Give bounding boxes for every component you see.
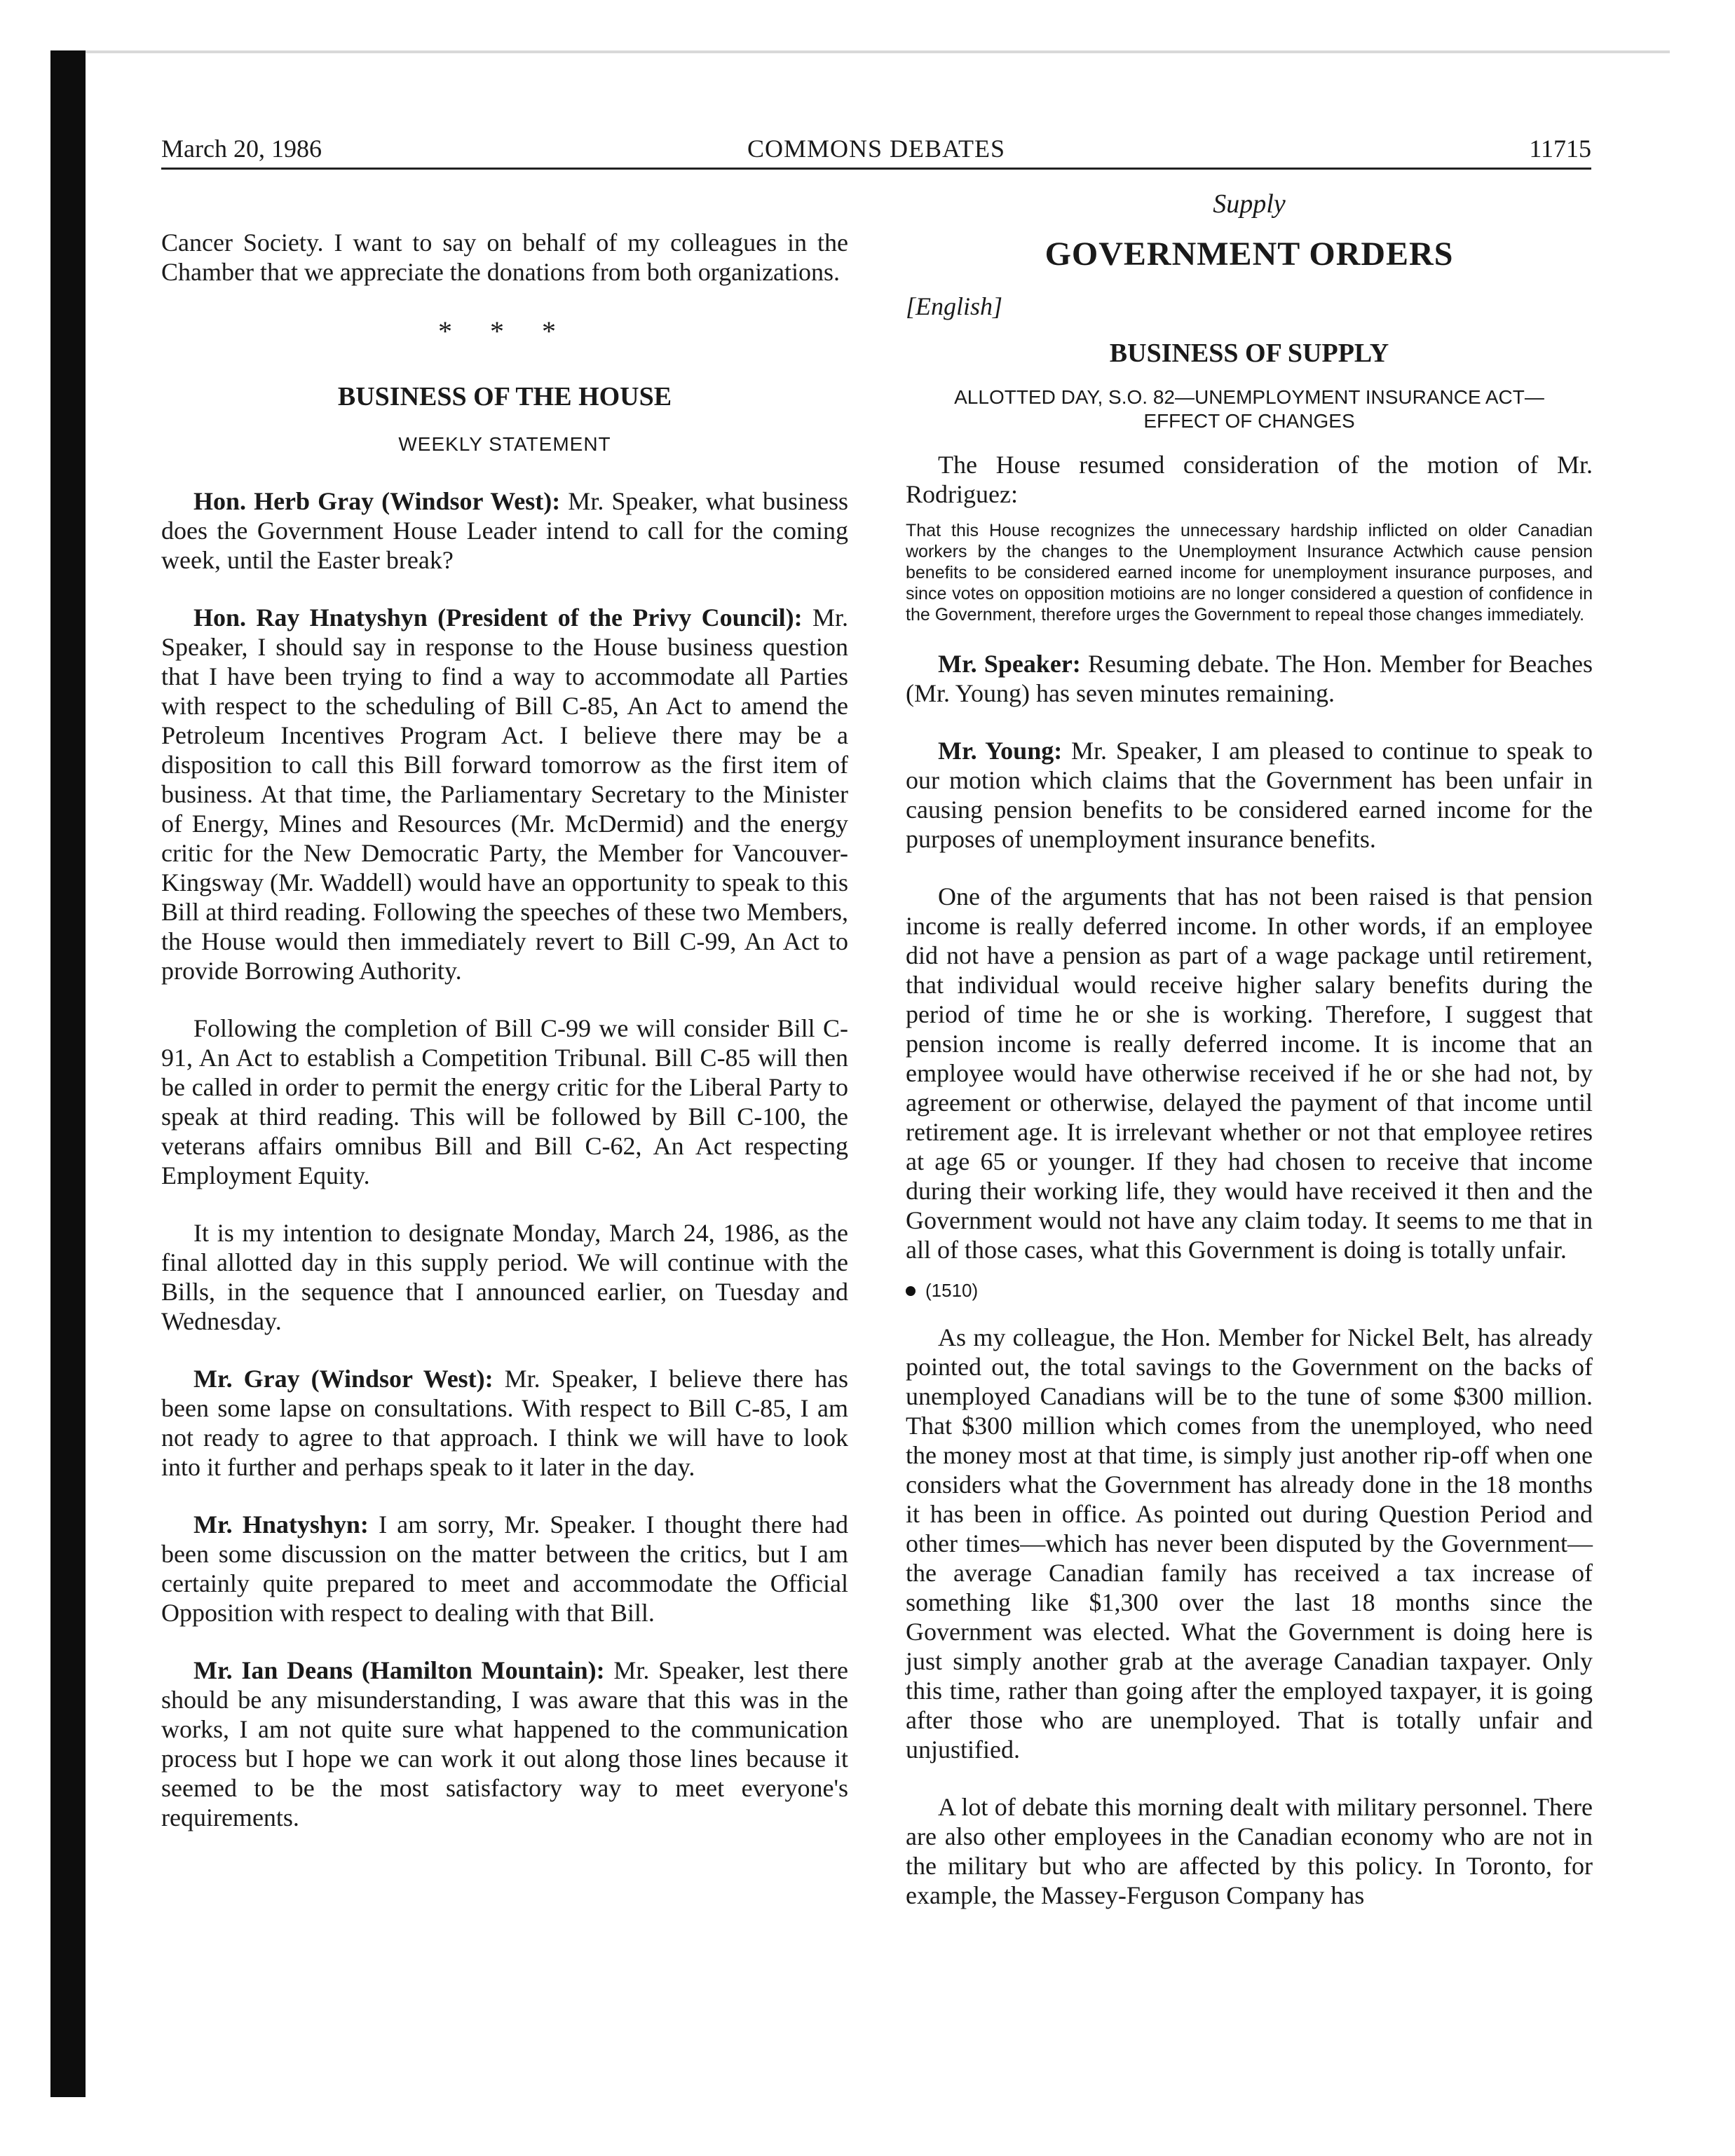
supply-label: Supply <box>1213 189 1286 219</box>
debate-paragraph <box>906 649 1593 708</box>
debate-paragraph <box>161 1014 848 1190</box>
page-number: 11715 <box>1529 135 1591 163</box>
speech-text: Following the completion of Bill C-99 we will consider Bill C-91, An Act to establish a Competition Tribunal. Bill C-85 will then be called in order to permit the energy critic for the Liberal Party to speak at third reading. This will be followed by Bill C-100, the veterans affairs omnibus Bill and Bill C-62, An Act respecting Employment Equity. <box>161 1014 848 1189</box>
allotted-line-1: ALLOTTED DAY, S.O. 82—UNEMPLOYMENT INSURANCE ACT— <box>954 386 1544 408</box>
speech-text: Mr. Speaker, I should say in response to the House business question that I have been trying to find a way to accommodate all Parties with respect to the scheduling of Bill C-85, An Act to amend the Petroleum Incentives Program Act. I believe there may be a disposition to call this Bill forward tomorrow as the first item of business. At that time, the Parliamentary Secretary to the Minister of Energy, Mines and Resources (Mr. McDermid) and the energy critic for the New Democratic Party, the Member for Vancouver-Kingsway (Mr. Waddell) would have an opportunity to speak to this Bill at third reading. Following the speeches of these two Members, the House would then immediately revert to Bill C-99, An Act to provide Borrowing Authority. <box>161 603 848 985</box>
left-column <box>161 228 848 1860</box>
speaker-name: Hon. Ray Hnatyshyn (President of the Privy Council): <box>193 603 803 632</box>
debate-paragraph <box>906 1792 1593 1910</box>
speaker-name: Hon. Herb Gray (Windsor West): <box>193 487 561 515</box>
debate-paragraph <box>906 736 1593 854</box>
speech-text: Mr. Speaker, I believe there has been some lapse on consultations. With respect to Bill C-85, I am not ready to agree to that approach. I think we will have to look into it further and perhaps speak to it later in the day. <box>161 1365 848 1481</box>
speaker-name: Mr. Ian Deans (Hamilton Mountain): <box>193 1656 605 1684</box>
speaker-name: Mr. Gray (Windsor West): <box>193 1365 494 1393</box>
header-date: March 20, 1986 <box>161 135 322 163</box>
time-marker <box>906 1280 1593 1302</box>
section-title: BUSINESS OF THE HOUSE <box>337 382 672 411</box>
debate-paragraph <box>161 1218 848 1336</box>
debate-paragraph <box>906 1323 1593 1764</box>
bullet-icon <box>906 1286 916 1296</box>
debate-paragraph <box>161 486 848 575</box>
resumed-paragraph: The House resumed consideration of the motion of Mr. Rodriguez: <box>906 451 1593 508</box>
main-heading: GOVERNMENT ORDERS <box>1045 236 1454 273</box>
speech-text: A lot of debate this morning dealt with military personnel. There are also other employees in the Canadian economy who are not in the military but who are affected by this policy. In Toronto, for example, the Massey-Ferguson Company has <box>906 1793 1593 1909</box>
right-column <box>906 189 1593 1938</box>
running-header <box>161 130 1591 170</box>
time-marker-text: (1510) <box>925 1280 979 1301</box>
debate-paragraph <box>161 603 848 985</box>
debate-paragraph <box>161 1364 848 1482</box>
allotted-line-2: EFFECT OF CHANGES <box>1143 410 1355 432</box>
speech-text: It is my intention to designate Monday, March 24, 1986, as the final allotted day in this supply period. We will continue with the Bills, in the sequence that I announced earlier, on Tuesday and Wednesday. <box>161 1219 848 1335</box>
header-title: COMMONS DEBATES <box>747 135 1006 163</box>
speech-text: Resuming debate. The Hon. Member for Beaches (Mr. Young) has seven minutes remaining. <box>906 650 1593 707</box>
document-page <box>161 130 1593 1909</box>
scan-edge-top <box>50 50 1670 53</box>
speech-text: Mr. Speaker, lest there should be any misunderstanding, I was aware that this was in the works, I am not quite sure what happened to the communication process but I hope we can work it out along those lines because it seemed to be the most satisfactory way to meet everyone's requirements. <box>161 1656 848 1831</box>
speech-text: I am sorry, Mr. Speaker. I thought there had been some discussion on the matter between the critics, but I am certainly quite prepared to meet and accommodate the Official Opposition with respect to dealing with that Bill. <box>161 1510 848 1627</box>
speaker-name: Mr. Speaker: <box>938 650 1081 678</box>
speech-text: Mr. Speaker, what business does the Government House Leader intend to call for the coming week, until the Easter break? <box>161 487 848 574</box>
section-title: BUSINESS OF SUPPLY <box>1109 339 1389 368</box>
language-tag: [English] <box>906 292 1003 320</box>
speaker-name: Mr. Hnatyshyn: <box>193 1510 369 1538</box>
speaker-name: Mr. Young: <box>938 737 1063 765</box>
scan-edge-left <box>50 50 86 2097</box>
speech-text: One of the arguments that has not been raised is that pension income is really deferred income. In other words, if an employee did not have a pension as part of a wage package until retirement, that individual would receive higher salary benefits during the period of time he or she is working. Therefore, I suggest that pension income is really deferred income. It is income that an employee would have otherwise received if he or she had not, by agreement or otherwise, delayed the payment of that income until retirement age. It is irrelevant whether or not that employee retires at age 65 or younger. If they had chosen to receive that income during their working life, they would have received it then and the Government would not have any claim today. It seems to me that in all of those cases, what this Government is doing is totally unfair. <box>906 882 1593 1264</box>
debate-paragraph <box>161 1656 848 1832</box>
intro-paragraph: Cancer Society. I want to say on behalf of my colleagues in the Chamber that we appreciate the donations from both organizations. <box>161 228 848 286</box>
debate-paragraph <box>906 882 1593 1264</box>
debate-paragraph <box>161 1510 848 1628</box>
section-subtitle: WEEKLY STATEMENT <box>398 433 611 455</box>
speech-text: Mr. Speaker, I am pleased to continue to speak to our motion which claims that the Government has been unfair in causing pension benefits to be considered earned income for the purposes of unemployment insurance benefits. <box>906 737 1593 853</box>
section-separator: * * * <box>438 315 571 347</box>
allotted-day-heading <box>906 386 1593 433</box>
speech-text: As my colleague, the Hon. Member for Nickel Belt, has already pointed out, the total savings to the Government on the backs of unemployed Canadians will be to the tune of some $300 million. That $300 million which comes from the unemployed, who need the money most at that time, is simply just another rip-off when one considers what the Government has already done in the 18 months it has been in office. As pointed out during Question Period and other times—which has never been disputed by the Government—the average Canadian family has received a tax increase of something like $1,300 over the last 18 months since the Government was elected. What the Government is doing here is just simply another grab at the average Canadian taxpayer. Only this time, rather than going after the employed taxpayer, it is going after those who are unemployed. That is totally unfair and unjustified. <box>906 1323 1593 1763</box>
motion-text: That this House recognizes the unnecessary hardship inflicted on older Canadian workers by the changes to the Unemployment Insurance Actwhich cause pension benefits to be considered earned income for unemployment insurance purposes, and since votes on opposition motioins are no longer considered a question of confidence in the Government, therefore urges the Government to repeal those changes immediately. <box>906 521 1593 625</box>
